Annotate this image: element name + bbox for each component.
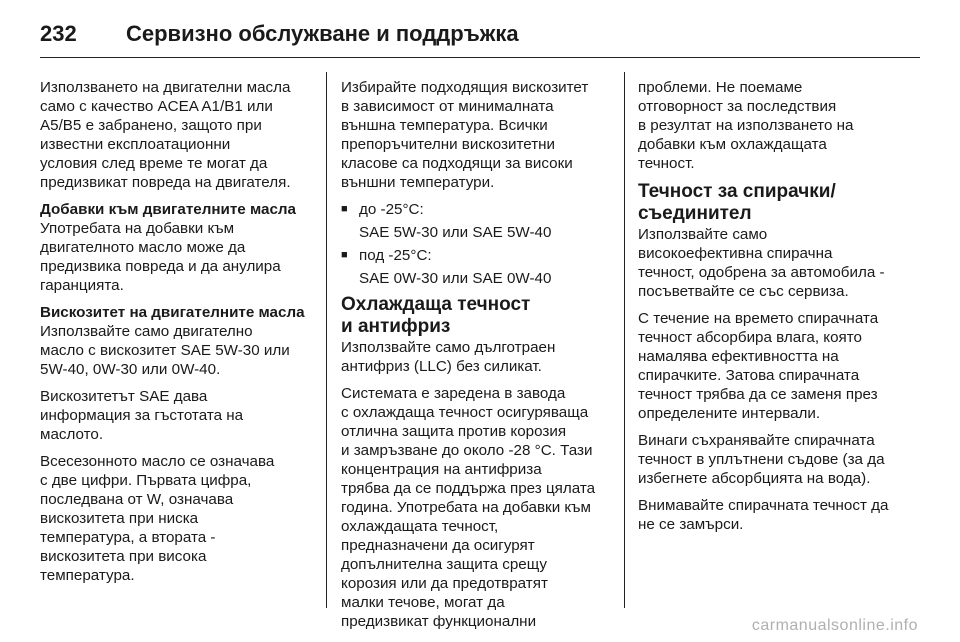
coolant-paragraph-2: Системата е заредена в завода с охлаждаща течност осигуряваща отлична защита против корозия и замръзване до около -28 °C. Тази концентрация на антифриза трябва да се поддържа през цялата година. Употребата на добавки към охлаждащата течност, предназначени да осигурят допълнителна защита срещу корозия или да предотвратят малки течове, могат да предизвикат функционални — [341, 385, 596, 630]
column-divider-1 — [326, 72, 327, 608]
bullet-label: до -25°C: — [359, 201, 424, 218]
bullet-value: SAE 0W-30 или SAE 0W-40 — [359, 270, 552, 287]
page-title: Сервизно обслужване и поддръжка — [126, 21, 519, 46]
page-number: 232 — [40, 21, 77, 46]
header-rule — [40, 57, 920, 58]
column-1 — [40, 78, 312, 593]
column-2 — [341, 78, 613, 631]
column-3 — [638, 78, 913, 542]
brake-paragraph-3: Винаги съхранявайте спирачната течност в уплътнени съдове (за да избегнете абсорбцията на вода). — [638, 432, 885, 487]
bullet-square-icon: ■ — [341, 249, 348, 261]
viscosity-heading: Вискозитет на двигателните масла — [40, 304, 305, 321]
oil-quality-paragraph: Използването на двигателни масла само с качество ACEA A1/B1 или A5/B5 е забранено, защото при известни експлоатационни условия след време те могат да предизвикат повреда на двигателя. — [40, 79, 291, 191]
multigrade-paragraph: Всесезонното масло се означава с две цифри. Първата цифра, последвана от W, означава вискозитета при ниска температура, а втората - вискозитета при висока температура. — [40, 453, 275, 584]
coolant-continued-paragraph: проблеми. Не поемаме отговорност за последствия в резултат на използването на добавки към охлаждащата течност. — [638, 79, 854, 172]
bullet-label: под -25°C: — [359, 247, 432, 264]
column-divider-2 — [624, 72, 625, 608]
brake-paragraph-1: Използвайте само високоефективна спирачна течност, одобрена за автомобила - посъветвайте се със сервиза. — [638, 226, 885, 300]
watermark: carmanualsonline.info — [751, 617, 918, 634]
bullet-item — [341, 246, 613, 288]
coolant-heading: Охлаждаща течност и антифриз — [341, 294, 531, 337]
bullet-square-icon: ■ — [341, 203, 348, 215]
additives-paragraph: Употребата на добавки към двигателното масло може да предизвика повреда и да анулира гаранцията. — [40, 220, 281, 294]
brake-fluid-heading: Течност за спирачки/ съединител — [638, 181, 836, 224]
brake-paragraph-2: С течение на времето спирачната течност абсорбира влага, която намалява ефективността на спирачките. Затова спирачната течност трябва да се заменя през определените интервали. — [638, 310, 879, 422]
sae-paragraph: Вискозитетът SAE дава информация за гъстотата на маслото. — [40, 388, 244, 443]
coolant-paragraph-1: Използвайте само дълготраен антифриз (LLC) без силикат. — [341, 339, 556, 375]
brake-paragraph-4: Внимавайте спирачната течност да не се замърси. — [638, 497, 889, 533]
viscosity-paragraph: Използвайте само двигателно масло с вискозитет SAE 5W-30 или 5W-40, 0W-30 или 0W-40. — [40, 323, 290, 378]
bullet-value: SAE 5W-30 или SAE 5W-40 — [359, 224, 552, 241]
viscosity-intro-paragraph: Избирайте подходящия вискозитет в зависимост от минималната външна температура. Всички препоръчителни вискозитетни класове са подходящи за високи външни температури. — [341, 79, 589, 191]
page-header — [40, 12, 519, 56]
additives-heading: Добавки към двигателните масла — [40, 201, 296, 218]
bullet-item — [341, 200, 613, 242]
